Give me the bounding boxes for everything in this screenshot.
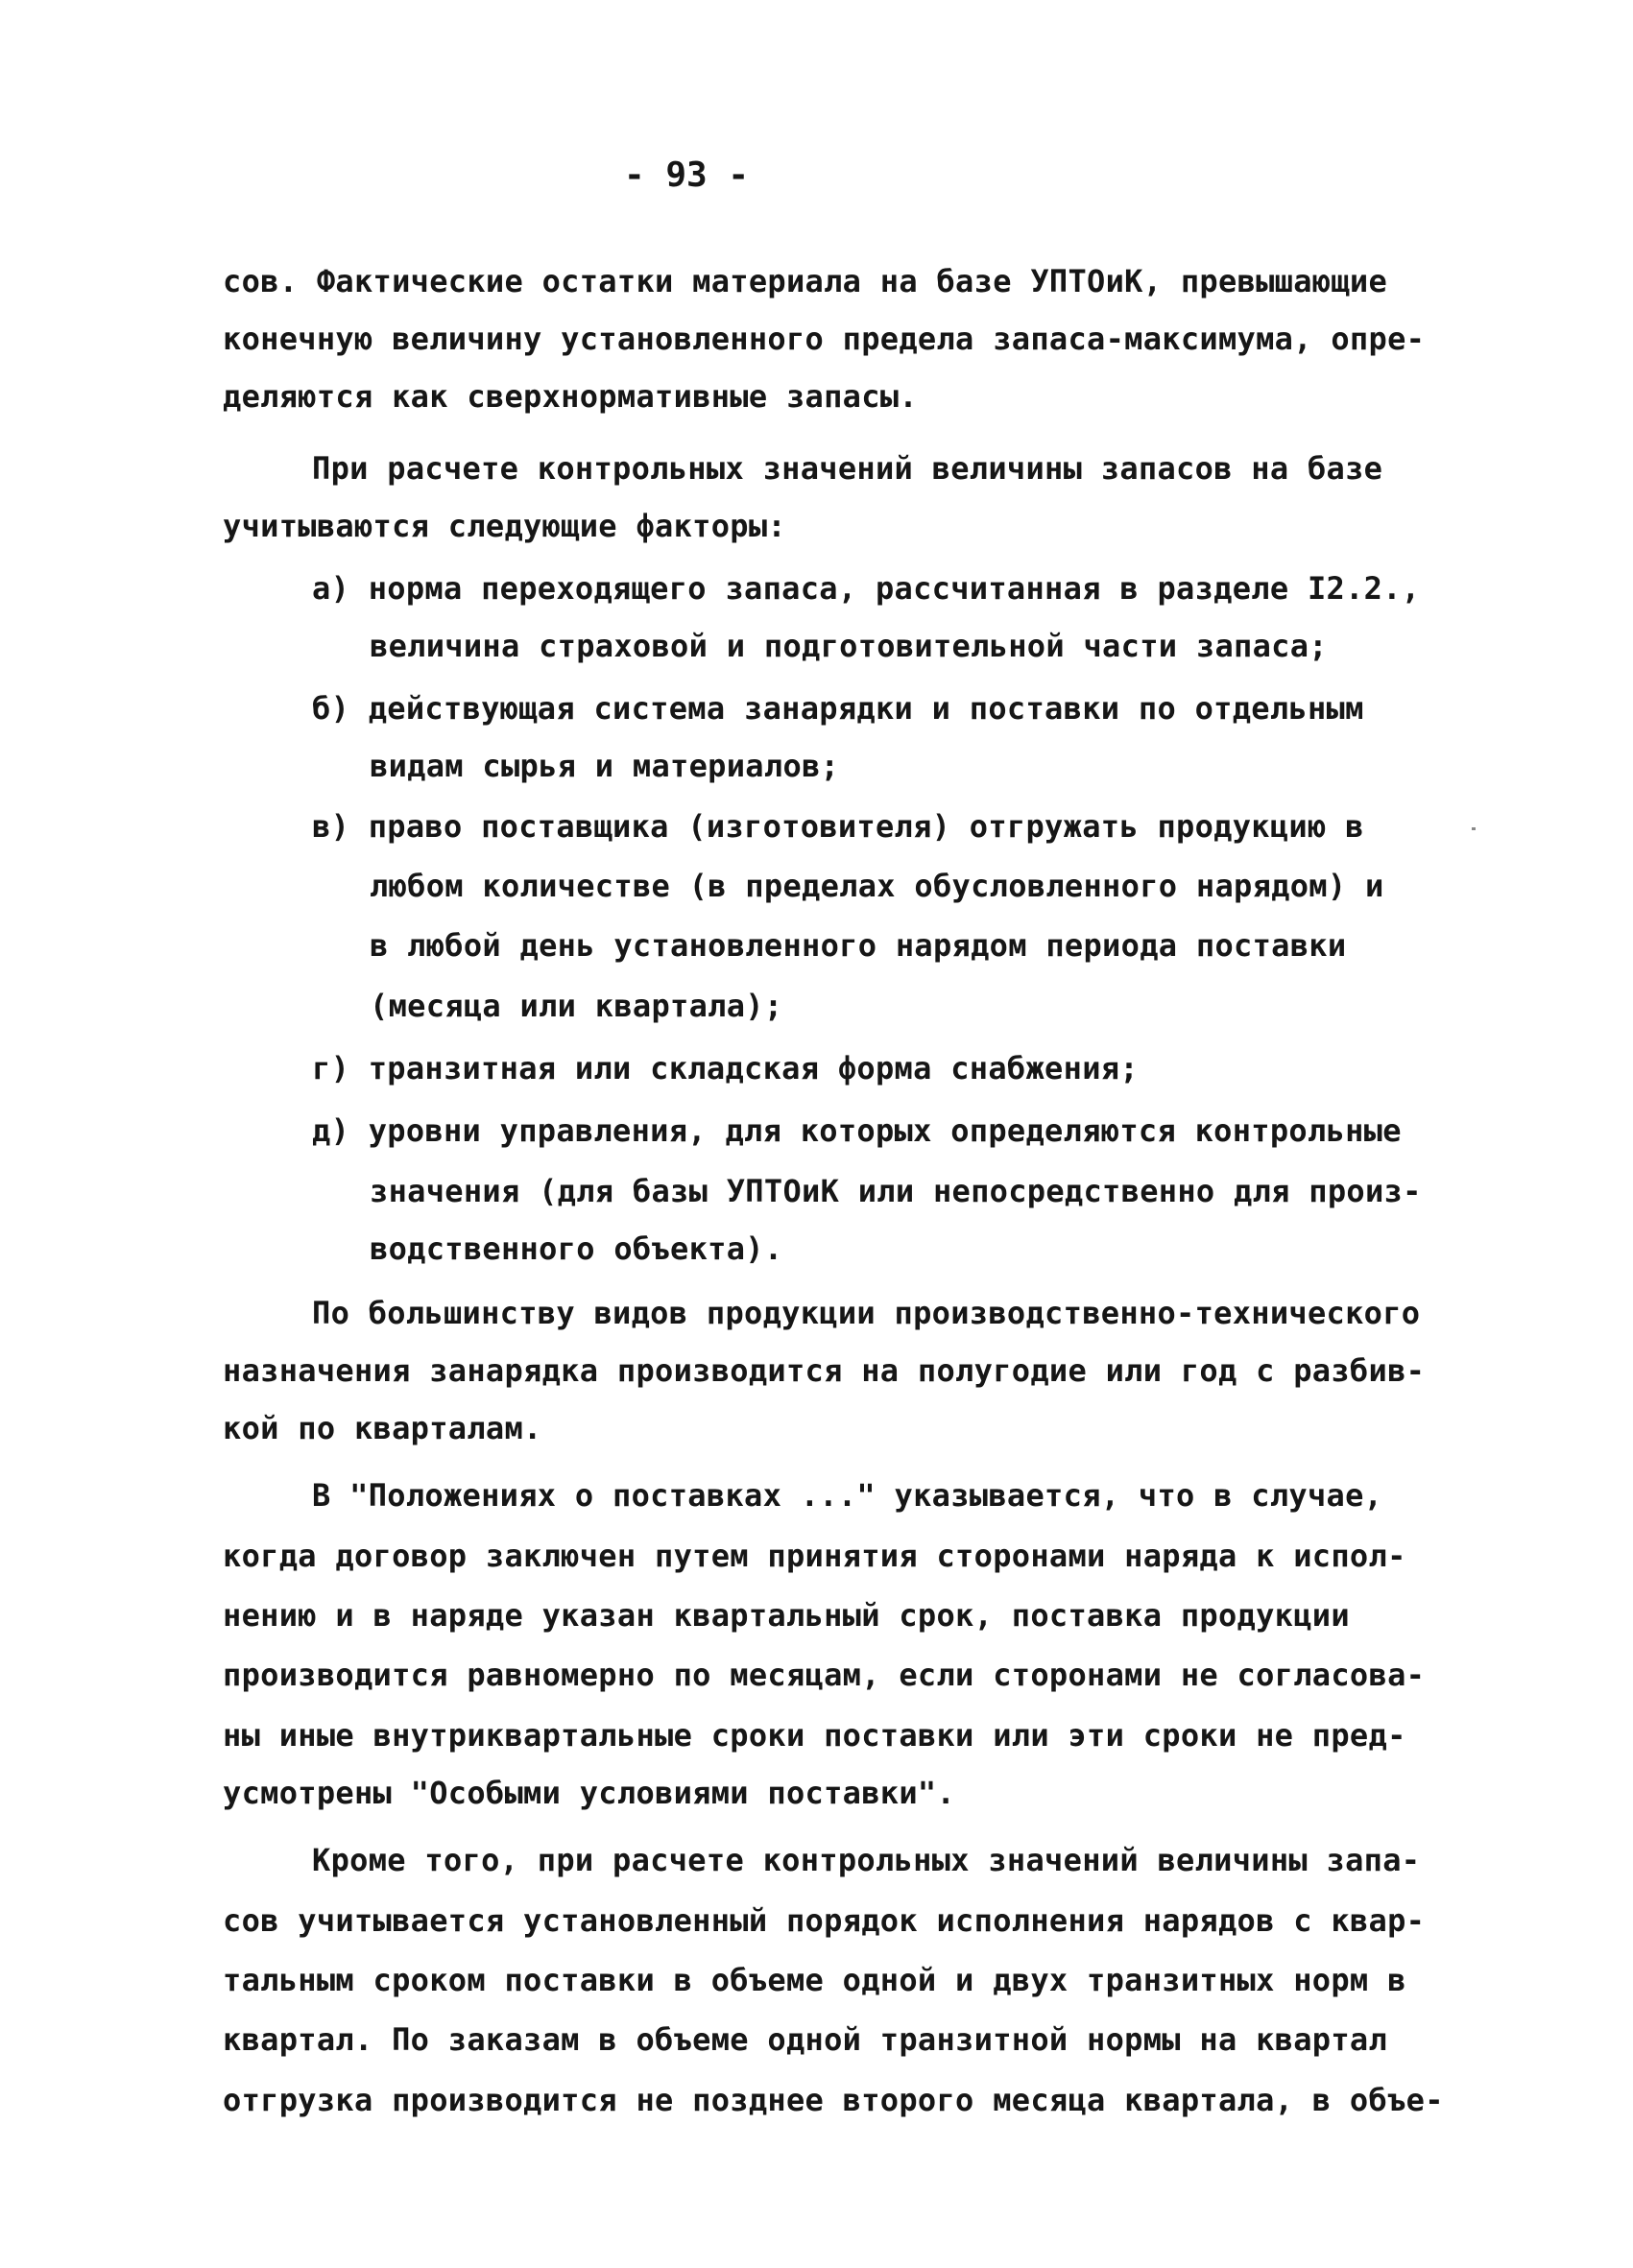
page-number: - 93 - — [624, 155, 750, 195]
text-line: деляются как сверхнормативные запасы. — [223, 378, 918, 415]
text-line: видам сырья и материалов; — [370, 748, 840, 784]
text-line: В "Положениях о поставках ..." указывается, что в случае, — [312, 1477, 1383, 1514]
text-line: водственного объекта). — [370, 1230, 783, 1267]
text-line: величина страховой и подготовительной части запаса; — [370, 628, 1328, 664]
text-line: тальным сроком поставки в объеме одной и двух транзитных норм в — [223, 1962, 1406, 1998]
text-line: г) транзитная или складская форма снабжения; — [312, 1050, 1139, 1086]
text-line: в) право поставщика (изготовителя) отгружать продукцию в — [312, 808, 1364, 845]
text-line: При расчете контрольных значений величины запасов на базе — [312, 450, 1383, 487]
text-line: учитываются следующие факторы: — [223, 508, 786, 544]
text-line: когда договор заключен путем принятия сторонами наряда к испол- — [223, 1538, 1406, 1574]
text-line: любом количестве (в пределах обусловленного нарядом) и — [370, 868, 1384, 904]
text-line: квартал. По заказам в объеме одной транзитной нормы на квартал — [223, 2021, 1388, 2058]
text-line: конечную величину установленного предела запаса-максимума, опре- — [223, 321, 1426, 357]
text-line: производится равномерно по месяцам, если сторонами не согласова- — [223, 1657, 1426, 1693]
text-line: кой по кварталам. — [223, 1410, 542, 1446]
text-line: Кроме того, при расчете контрольных значений величины запа- — [312, 1842, 1421, 1878]
text-line: в любой день установленного нарядом периода поставки — [370, 927, 1347, 964]
text-line: ны иные внутриквартальные сроки поставки или эти сроки не пред- — [223, 1717, 1406, 1754]
text-line: б) действующая система занарядки и поставки по отдельным — [312, 690, 1364, 727]
text-line: а) норма переходящего запаса, рассчитанная в разделе I2.2., — [312, 570, 1421, 607]
text-line: значения (для базы УПТОиК или непосредственно для произ- — [370, 1173, 1422, 1209]
text-line: сов. Фактические остатки материала на базе УПТОиК, превышающие — [223, 263, 1388, 299]
scan-speck — [1472, 827, 1476, 830]
text-line: нению и в наряде указан квартальный срок, поставка продукции — [223, 1597, 1350, 1634]
text-line: сов учитывается установленный порядок исполнения нарядов с квар- — [223, 1902, 1426, 1939]
text-line: усмотрены "Особыми условиями поставки". — [223, 1775, 956, 1811]
text-line: (месяца или квартала); — [370, 988, 783, 1024]
text-line: отгрузка производится не позднее второго месяца квартала, в объе- — [223, 2082, 1444, 2118]
text-line: По большинству видов продукции производственно-технического — [312, 1295, 1421, 1331]
text-line: д) уровни управления, для которых определяются контрольные — [312, 1112, 1402, 1149]
text-line: назначения занарядка производится на полугодие или год с разбив- — [223, 1352, 1426, 1389]
